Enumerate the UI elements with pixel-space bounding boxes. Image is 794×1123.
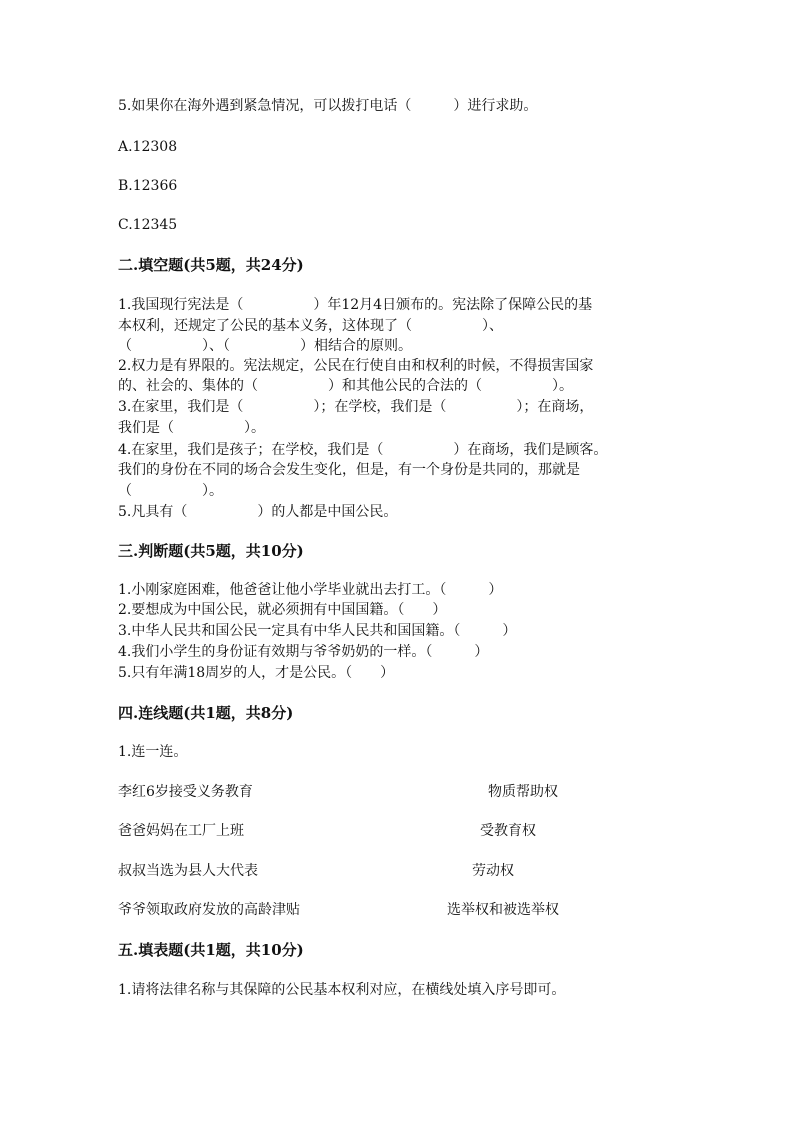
fill-line: 2.权力是有界限的。宪法规定，公民在行使自由和权利的时候，不得损害国家 [118, 358, 594, 374]
section-5-title: 五.填表题(共1题，共10分) [118, 941, 304, 959]
section-2-title: 二.填空题(共5题，共24分) [118, 256, 304, 274]
match-left-item: 爷爷领取政府发放的高龄津贴 [118, 902, 300, 918]
fill-line: 1.我国现行宪法是（ ）年12月4日颁布的。宪法除了保障公民的基 [118, 297, 593, 313]
match-left-item: 李红6岁接受义务教育 [118, 784, 253, 800]
judge-line: 3.中华人民共和国公民一定具有中华人民共和国国籍。（ ） [118, 623, 517, 639]
fill-line: 4.在家里，我们是孩子；在学校，我们是（ ）在商场，我们是顾客。 [118, 442, 608, 458]
fill-line: 本权利，还规定了公民的基本义务，这体现了（ ）、 [118, 318, 503, 334]
section-4-title: 四.连线题(共1题，共8分) [118, 704, 294, 722]
judge-line: 4.我们小学生的身份证有效期与爷爷奶奶的一样。（ ） [118, 644, 489, 660]
match-right-item: 物质帮助权 [488, 784, 558, 800]
fill-line: 我们的身份在不同的场合会发生变化，但是，有一个身份是共同的，那就是 [118, 462, 580, 478]
match-left-item: 叔叔当选为县人大代表 [118, 863, 258, 879]
table-fill-prompt: 1.请将法律名称与其保障的公民基本权利对应，在横线处填入序号即可。 [118, 982, 566, 998]
match-right-item: 劳动权 [472, 863, 514, 879]
fill-line: （ ）。 [118, 483, 223, 499]
match-right-item: 受教育权 [480, 823, 536, 839]
match-left-item: 爸爸妈妈在工厂上班 [118, 823, 244, 839]
option-c: C.12345 [118, 217, 178, 233]
fill-line: 5.凡具有（ ）的人都是中国公民。 [118, 504, 398, 520]
matching-prompt: 1.连一连。 [118, 744, 188, 760]
judge-line: 2.要想成为中国公民，就必须拥有中国国籍。（ ） [118, 602, 447, 618]
fill-line: 的、社会的、集体的（ ）和其他公民的合法的（ ）。 [118, 378, 573, 394]
section-3-title: 三.判断题(共5题，共10分) [118, 542, 304, 560]
fill-line: （ ）、（ ）相结合的原则。 [118, 338, 412, 354]
match-right-item: 选举权和被选举权 [447, 902, 559, 918]
judge-line: 5.只有年满18周岁的人，才是公民。（ ） [118, 665, 395, 681]
option-b: B.12366 [118, 178, 178, 194]
fill-line: 我们是（ ）。 [118, 420, 265, 436]
option-a: A.12308 [118, 139, 178, 155]
question-5-stem: 5.如果你在海外遇到紧急情况，可以拨打电话（ ）进行求助。 [118, 98, 538, 114]
judge-line: 1.小刚家庭困难，他爸爸让他小学毕业就出去打工。（ ） [118, 582, 503, 598]
fill-line: 3.在家里，我们是（ ）；在学校，我们是（ ）；在商场， [118, 399, 594, 415]
